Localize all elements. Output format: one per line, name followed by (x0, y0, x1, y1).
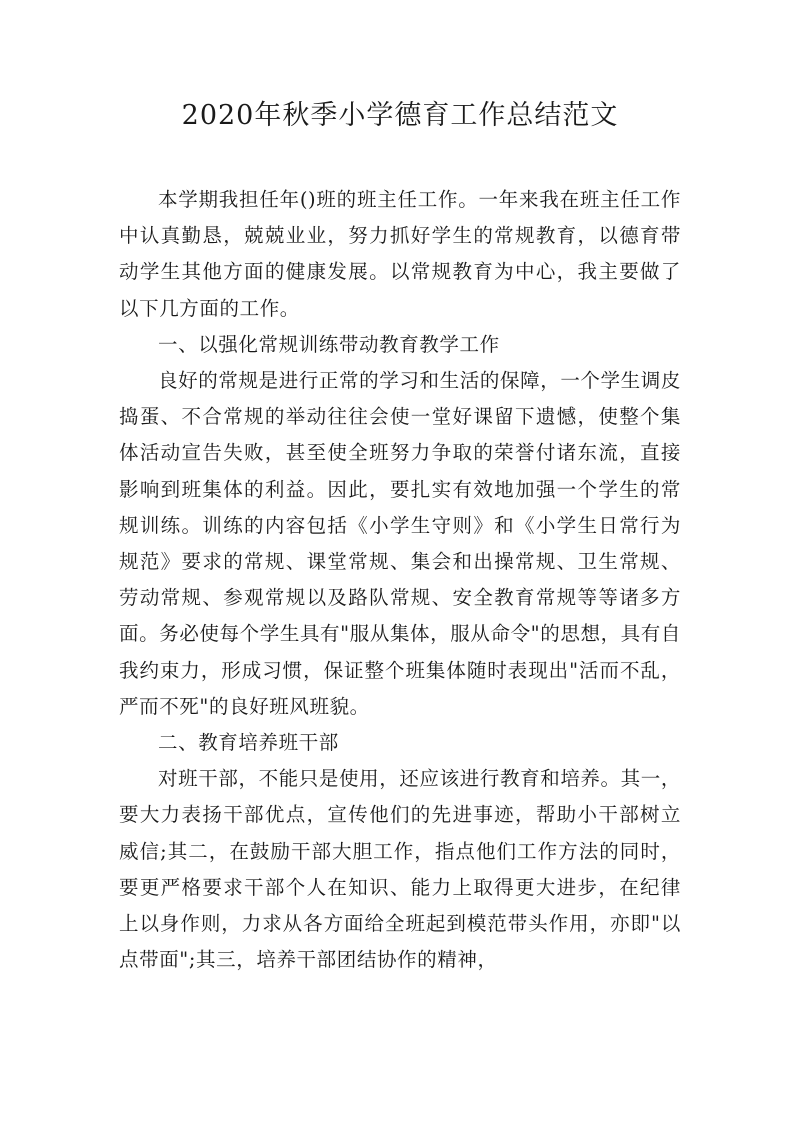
document-body (119, 182, 681, 978)
section-2-paragraph: 对班干部，不能只是使用，还应该进行教育和培养。其一，要大力表扬干部优点，宣传他们的先进事迹，帮助小干部树立威信;其二，在鼓励干部大胆工作，指点他们工作方法的同时，要更严格要求干部个人在知识、能力上取得更大进步，在纪律上以身作则，力求从各方面给全班起到模范带头作用，亦即"以点带面";其三，培养干部团结协作的精神， (119, 767, 681, 972)
section-heading-1: 一、以强化常规训练带动教育教学工作 (158, 332, 500, 356)
intro-paragraph: 本学期我担任年()班的班主任工作。一年来我在班主任工作中认真勤恳，兢兢业业，努力抓好学生的常规教育，以德育带动学生其他方面的健康发展。以常规教育为中心，我主要做了以下几方面的工作。 (119, 188, 681, 320)
document-title: 2020年秋季小学德育工作总结范文 (181, 100, 619, 131)
section-1-paragraph: 良好的常规是进行正常的学习和生活的保障，一个学生调皮捣蛋、不合常规的举动往往会使一堂好课留下遗憾，使整个集体活动宣告失败，甚至使全班努力争取的荣誉付诸东流，直接影响到班集体的利益。因此，要扎实有效地加强一个学生的常规训练。训练的内容包括《小学生守则》和《小学生日常行为规范》要求的常规、课堂常规、集会和出操常规、卫生常规、劳动常规、参观常规以及路队常规、安全教育常规等等诸多方面。务必使每个学生具有"服从集体，服从命令"的思想，具有自我约束力，形成习惯，保证整个班集体随时表现出"活而不乱，严而不死"的良好班风班貌。 (119, 369, 681, 718)
section-heading-2: 二、教育培养班干部 (158, 731, 339, 755)
